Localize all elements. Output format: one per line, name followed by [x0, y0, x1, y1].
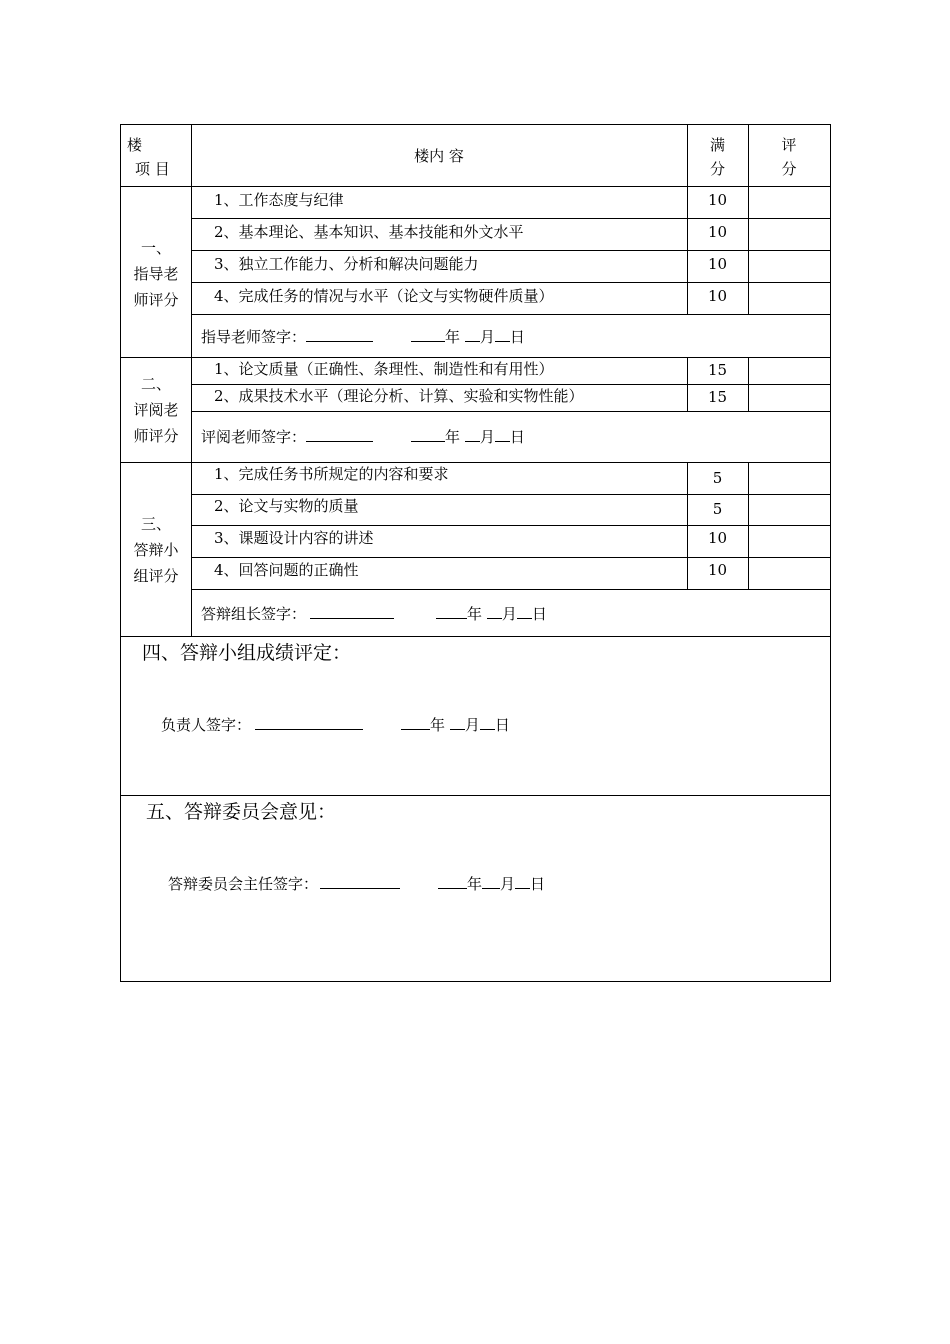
signature-blank[interactable]	[255, 715, 363, 730]
month-blank[interactable]	[465, 327, 480, 342]
month-blank[interactable]	[465, 427, 480, 442]
max-score: 15	[707, 388, 728, 406]
signature-blank[interactable]	[306, 427, 373, 442]
header-score: 评 分	[781, 136, 797, 178]
divider	[121, 795, 830, 796]
criterion-item: 1、工作态度与纪律	[214, 191, 344, 209]
month-blank[interactable]	[482, 874, 500, 889]
year-blank[interactable]	[438, 874, 467, 889]
year-blank[interactable]	[436, 604, 467, 619]
divider	[191, 218, 830, 219]
month-blank[interactable]	[450, 715, 465, 730]
day-blank[interactable]	[480, 715, 495, 730]
section-title-reviewer: 二、 评阅老 师评分	[133, 375, 179, 445]
divider	[191, 282, 830, 283]
criterion-item: 4、回答问题的正确性	[214, 561, 359, 579]
max-score: 10	[707, 191, 728, 209]
day-blank[interactable]	[515, 874, 530, 889]
divider	[191, 250, 830, 251]
signature-blank[interactable]	[310, 604, 394, 619]
header-project-glyph: 楼	[127, 136, 143, 154]
part4-title: 四、答辩小组成绩评定：	[142, 642, 352, 664]
signature-line-advisor: 指导老师签字： 年 月 日	[201, 328, 525, 346]
day-blank[interactable]	[517, 604, 532, 619]
divider	[121, 462, 830, 463]
max-score: 5	[712, 500, 723, 518]
divider	[191, 494, 830, 495]
year-blank[interactable]	[411, 427, 445, 442]
criterion-item: 3、独立工作能力、分析和解决问题能力	[214, 255, 479, 273]
divider	[191, 525, 830, 526]
evaluation-form	[120, 124, 831, 982]
max-score: 10	[707, 287, 728, 305]
max-score: 10	[707, 561, 728, 579]
divider	[121, 357, 830, 358]
day-blank[interactable]	[495, 327, 510, 342]
max-score: 10	[707, 255, 728, 273]
year-blank[interactable]	[401, 715, 430, 730]
criterion-item: 1、完成任务书所规定的内容和要求	[214, 465, 449, 483]
criterion-item: 2、成果技术水平（理论分析、计算、实验和实物性能）	[214, 387, 584, 405]
criterion-item: 1、论文质量（正确性、条理性、制造性和有用性）	[214, 360, 554, 378]
year-blank[interactable]	[411, 327, 445, 342]
divider	[121, 186, 830, 187]
signature-line-reviewer: 评阅老师签字： 年 月 日	[201, 428, 525, 446]
section-title-advisor: 一、 指导老 师评分	[133, 239, 179, 309]
header-project-label: 项 目	[135, 160, 170, 178]
signature-line-panel-leader: 答辩组长签字： 年 月 日	[201, 605, 547, 623]
signature-blank[interactable]	[320, 874, 400, 889]
signature-blank[interactable]	[306, 327, 373, 342]
header-content: 楼内 容	[414, 147, 464, 165]
signature-line-committee-chair: 答辩委员会主任签字： 年 月 日	[168, 875, 546, 893]
max-score: 10	[707, 529, 728, 547]
divider	[191, 411, 830, 412]
divider	[191, 557, 830, 558]
max-score: 15	[707, 361, 728, 379]
section-title-defense-panel: 三、 答辩小 组评分	[133, 515, 179, 585]
divider	[191, 314, 830, 315]
divider	[191, 589, 830, 590]
day-blank[interactable]	[495, 427, 510, 442]
divider	[191, 384, 830, 385]
criterion-item: 2、基本理论、基本知识、基本技能和外文水平	[214, 223, 524, 241]
header-full-score: 满 分	[709, 136, 725, 178]
criterion-item: 4、完成任务的情况与水平（论文与实物硬件质量）	[214, 287, 554, 305]
header-project	[127, 133, 187, 181]
month-blank[interactable]	[487, 604, 502, 619]
criterion-item: 2、论文与实物的质量	[214, 497, 359, 515]
part5-title: 五、答辩委员会意见：	[146, 801, 337, 823]
signature-line-responsible: 负责人签字： 年 月 日	[161, 716, 510, 734]
max-score: 10	[707, 223, 728, 241]
divider	[121, 636, 830, 637]
divider	[191, 125, 192, 636]
max-score: 5	[712, 469, 723, 487]
criterion-item: 3、课题设计内容的讲述	[214, 529, 374, 547]
